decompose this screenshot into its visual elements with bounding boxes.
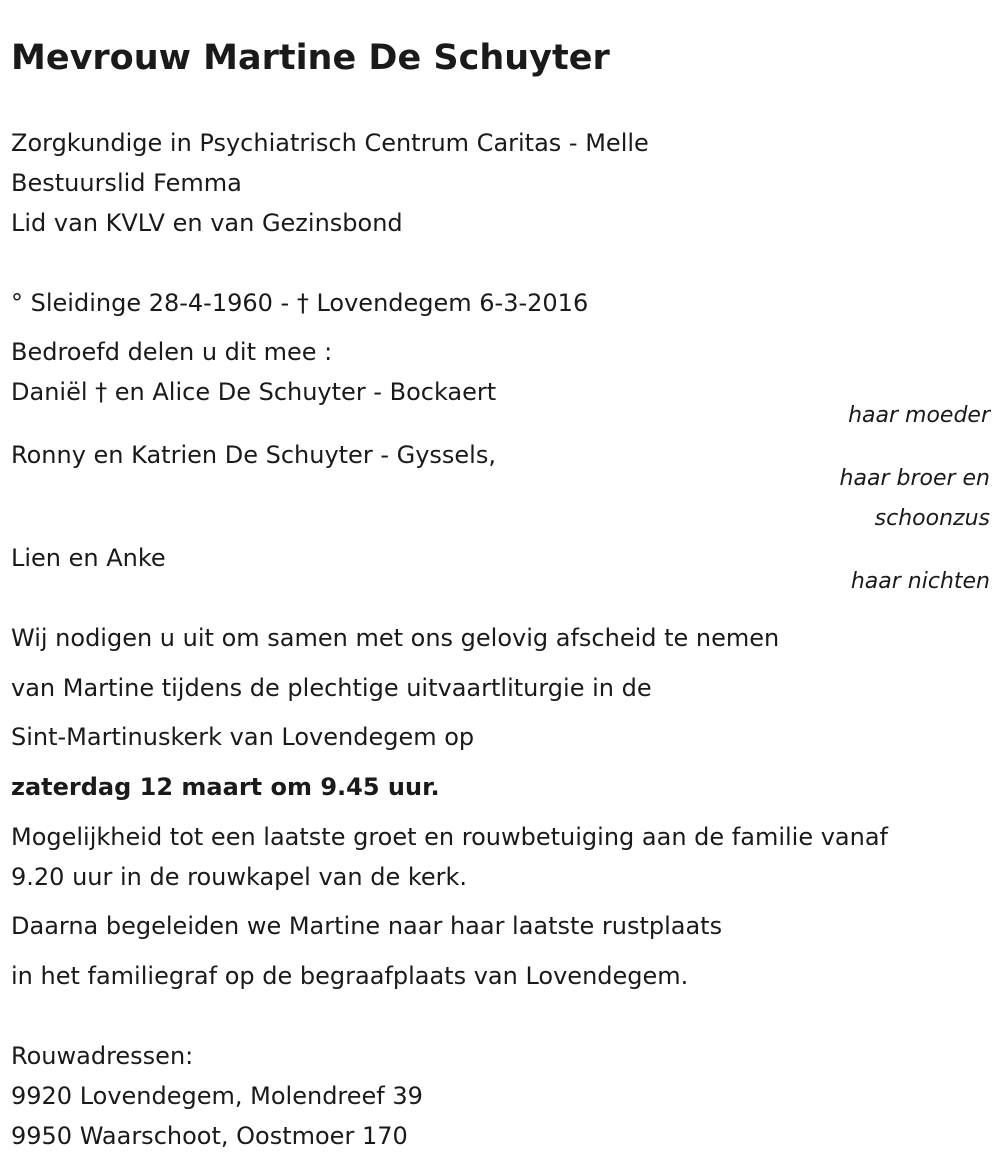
condolence-line: 9.20 uur in de rouwkapel van de kerk. bbox=[11, 863, 468, 891]
address-line: 9950 Waarschoot, Oostmoer 170 bbox=[11, 1122, 408, 1150]
role-line: Bestuurslid Femma bbox=[11, 169, 242, 197]
burial-line: in het familiegraf op de begraafplaats van Lovendegem. bbox=[11, 962, 689, 990]
invitation-line: van Martine tijdens de plechtige uitvaartliturgie in de bbox=[11, 674, 652, 702]
invitation-line: Sint-Martinuskerk van Lovendegem op bbox=[11, 723, 475, 751]
family-relation: schoonzus bbox=[874, 506, 990, 531]
addresses-label: Rouwadressen: bbox=[11, 1042, 194, 1070]
invitation-line: Wij nodigen u uit om samen met ons gelovig afscheid te nemen bbox=[11, 624, 780, 652]
condolence-line: Mogelijkheid tot een laatste groet en rouwbetuiging aan de familie vanaf bbox=[11, 823, 888, 851]
address-line: 9920 Lovendegem, Molendreef 39 bbox=[11, 1082, 423, 1110]
family-member-names: Ronny en Katrien De Schuyter - Gyssels, bbox=[11, 441, 496, 469]
family-relation: haar nichten bbox=[850, 569, 990, 594]
family-relation: haar broer en bbox=[839, 466, 990, 491]
role-line: Lid van KVLV en van Gezinsbond bbox=[11, 209, 403, 237]
birth-death-line: ° Sleidinge 28-4-1960 - † Lovendegem 6-3-2016 bbox=[11, 289, 589, 317]
burial-line: Daarna begeleiden we Martine naar haar laatste rustplaats bbox=[11, 912, 723, 940]
family-member-names: Lien en Anke bbox=[11, 544, 166, 572]
family-member-names: Daniël † en Alice De Schuyter - Bockaert bbox=[11, 378, 497, 406]
page-title: Mevrouw Martine De Schuyter bbox=[11, 38, 610, 78]
role-line: Zorgkundige in Psychiatrisch Centrum Caritas - Melle bbox=[11, 129, 649, 157]
family-relation: haar moeder bbox=[848, 403, 990, 428]
announcement-line: Bedroefd delen u dit mee : bbox=[11, 338, 333, 366]
ceremony-date: zaterdag 12 maart om 9.45 uur. bbox=[11, 773, 440, 801]
